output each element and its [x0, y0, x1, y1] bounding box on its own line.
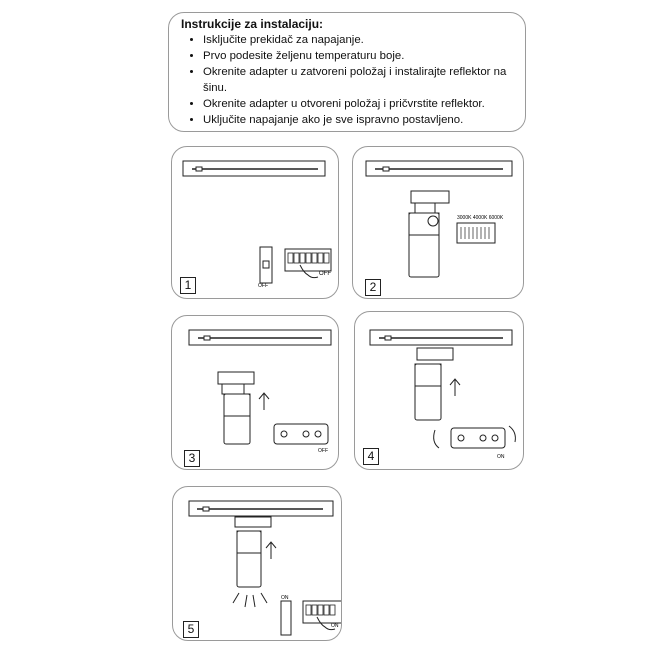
rotate-arrow-icon — [509, 426, 515, 442]
step-number: 1 — [180, 277, 196, 294]
breaker-icon — [260, 247, 272, 283]
off-label: OFF — [319, 271, 331, 277]
instruction-step: • Okrenite adapter u zatvoreni položaj i instalirajte reflektor na šinu. — [203, 64, 513, 96]
breaker-icon — [281, 601, 291, 635]
step-number: 4 — [363, 448, 379, 465]
cct-dial-icon — [428, 216, 438, 226]
spotlight-icon — [237, 531, 261, 587]
step-number: 2 — [365, 279, 381, 296]
step-5-illustration — [173, 487, 342, 641]
adapter-icon — [411, 191, 449, 203]
instruction-step: • Okrenite adapter u otvoreni položaj i pričvrstite reflektor. — [203, 96, 513, 112]
instructions-box — [168, 12, 526, 132]
arrow-up-icon — [259, 393, 269, 410]
step-number: 3 — [184, 450, 200, 467]
on-label: ON — [497, 454, 505, 460]
step-3-illustration — [172, 316, 339, 470]
panel-step-1 — [171, 146, 339, 299]
arrow-up-icon — [450, 379, 460, 396]
breaker-on-label: ON — [281, 595, 289, 601]
spotlight-icon — [415, 364, 441, 420]
arrow-up-icon — [266, 542, 276, 559]
step-number: 5 — [183, 621, 199, 638]
panel-step-4 — [354, 311, 524, 470]
switch-panel-icon — [303, 601, 342, 623]
adapter-detail-icon — [451, 428, 505, 448]
instructions-title: Instrukcije za instalaciju: — [181, 17, 324, 31]
adapter-icon — [417, 348, 453, 360]
panel-step-3 — [171, 315, 339, 470]
step-2-illustration — [353, 147, 524, 299]
on-label: ON — [331, 623, 339, 629]
light-rays-icon — [233, 593, 267, 607]
panel-step-5 — [172, 486, 342, 641]
rotate-arrow-icon — [434, 430, 439, 448]
panel-step-2 — [352, 146, 524, 299]
cct-label: 3000K 4000K 6000K — [457, 215, 504, 221]
off-label: OFF — [318, 448, 328, 454]
adapter-detail-icon — [274, 424, 328, 444]
adapter-icon — [235, 517, 271, 527]
step-1-illustration — [172, 147, 339, 299]
instruction-step: • Isključite prekidač za napajanje. — [203, 32, 513, 48]
breaker-off-label: OFF — [258, 283, 268, 289]
step-4-illustration — [355, 312, 524, 470]
spotlight-icon — [224, 394, 250, 444]
instruction-step: • Uključite napajanje ako je sve ispravno postavljeno. — [203, 112, 513, 128]
instruction-step: • Prvo podesite željenu temperaturu boje. — [203, 48, 513, 64]
spotlight-icon — [409, 213, 439, 277]
adapter-icon — [218, 372, 254, 384]
instructions-list — [181, 32, 513, 128]
